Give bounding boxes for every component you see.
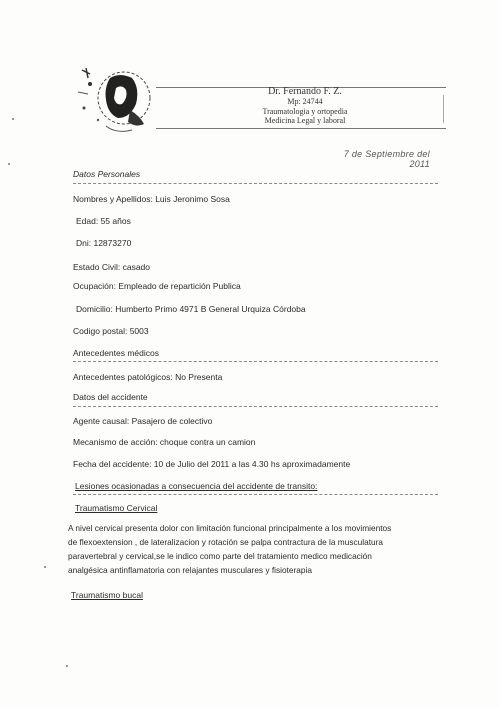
scan-speck [66,665,68,667]
cervical-line: analgésica antinflamatoria con relajantes musculares y fisioterapia [68,565,312,575]
accident-agent: Agente causal: Pasajero de colectivo [73,416,213,426]
doctor-registration: Mp: 24744 [287,97,323,106]
cervical-description [68,521,443,577]
doctor-specialty-2: Medicina Legal y laboral [264,116,346,125]
doctor-header [250,86,360,126]
doctor-specialty-1: Traumatologia y ortopedia [262,106,348,116]
patient-postal-code: Codigo postal: 5003 [73,326,149,336]
patient-dni: Dni: 12873270 [76,238,132,248]
doctor-name: Dr. Fernando F. Z. [268,86,342,97]
section-title-accident: Datos del accidente [73,392,148,402]
cervical-line: de flexoextension , de lateralizacion y rotación se palpa contractura de la musculatura [68,537,384,547]
section-title-medical: Antecedentes médicos [73,348,159,358]
section-rule [73,361,438,362]
medical-seal-logo [76,64,160,142]
section-title-cervical: Traumatismo Cervical [75,503,158,513]
scan-speck [44,566,46,568]
patient-age: Edad: 55 años [76,216,131,226]
accident-mechanism: Mecanismo de acción: choque contra un camion [73,437,256,447]
header-rule-bottom [156,128,446,129]
patient-occupation: Ocupación: Empleado de repartición Publica [73,281,241,291]
cervical-line: A nivel cervical presenta dolor con limitación funcional principalmente a los movimientos [68,523,392,533]
section-rule [73,406,438,407]
section-rule [73,494,438,495]
pathological-history: Antecedentes patológicos: No Presenta [73,372,223,382]
section-title-injuries: Lesiones ocasionadas a consecuencia del accidente de transito: [75,481,318,491]
section-title-personal: Datos Personales [73,169,141,179]
accident-date: Fecha del accidente: 10 de Julio del 2011 a las 4.30 hs aproximadamente [73,459,351,469]
document-date: 7 de Septiembre del 2011 [343,149,430,169]
cervical-line: paravertebral y cervical,se le indico como parte del tratamiento medico medicación [68,551,372,561]
patient-name: Nombres y Apellidos: Luis Jeronimo Sosa [73,194,230,204]
patient-civil-status: Estado Civil: casado [73,262,151,272]
section-rule [73,183,438,184]
section-title-bucal: Traumatismo bucal [71,590,143,600]
header-margin-bar [443,95,444,123]
patient-address: Domicilio: Humberto Primo 4971 B General Urquiza Córdoba [76,304,306,314]
scan-speck [8,163,10,165]
scan-speck [12,118,14,120]
